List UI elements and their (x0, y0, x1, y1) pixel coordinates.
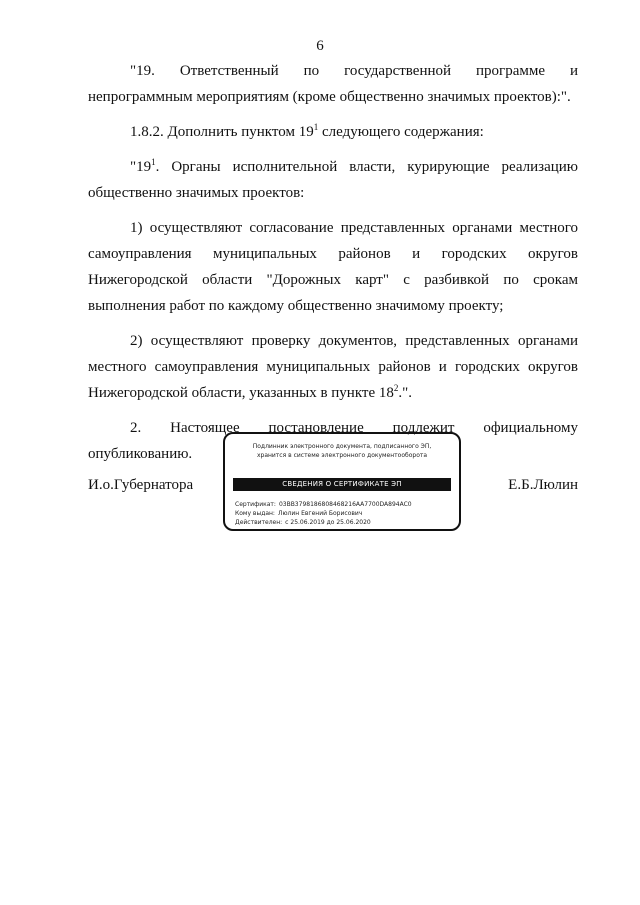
stamp-valid-line (235, 518, 451, 527)
list-item-1: 1) осуществляют согласование представленных органами местного самоуправления муниципальных районов и городских округов Нижегородской области "Дорожных карт" с разбивкой по срокам выполнения работ по каждому общественно значимому проекту; (88, 220, 578, 314)
stamp-note-line: Подлинник электронного документа, подписанного ЭП, (252, 443, 432, 450)
stamp-note-line: хранится в системе электронного документооборота (256, 452, 428, 459)
stamp-label: Сертификат: (235, 501, 276, 508)
page-number: 6 (316, 38, 324, 54)
list-item-2-text: 2) осуществляют проверку документов, представленных органами местного самоуправления муниципальных районов и городских округов Нижегородской области, указанных в пункте 18 (88, 333, 578, 401)
stamp-certificate-line (235, 500, 451, 509)
signer-name: Е.Б.Люлин (508, 477, 578, 493)
signer-title: И.о.Губернатора (88, 477, 194, 493)
stamp-value: Люлин Евгений Борисович (277, 510, 363, 517)
stamp-value: 03BB3798186808468216AA7700DA894AC0 (278, 501, 412, 508)
stamp-label: Кому выдан: (235, 510, 275, 517)
paragraph-1-8-2 (88, 119, 578, 145)
list-item-2 (88, 328, 578, 406)
superscript-1: 1 (313, 122, 319, 132)
list-item-2-tail: .". (398, 385, 413, 401)
document-body (88, 58, 578, 476)
stamp-header: СВЕДЕНИЯ О СЕРТИФИКАТЕ ЭП (233, 478, 451, 491)
paragraph-item-19: "19. Ответственный по государственной программе и непрограммным мероприятиям (кроме общественно значимых проектов):". (88, 63, 578, 105)
paragraph-1-8-2-tail: следующего содержания: (318, 124, 484, 140)
superscript-2: 2 (393, 383, 399, 393)
stamp-value: с 25.06.2019 до 25.06.2020 (285, 519, 371, 526)
paragraph-1-8-2-text: 1.8.2. Дополнить пунктом 19 (130, 124, 314, 140)
stamp-label: Действителен: (235, 519, 283, 526)
stamp-issued-line (235, 509, 451, 518)
paragraph-publication: 2. Настоящее постановление подлежит официальному опубликованию. (88, 420, 578, 462)
e-signature-stamp (223, 432, 461, 531)
paragraph-19-1-start: "19 (130, 159, 152, 175)
superscript-1: 1 (151, 157, 156, 167)
paragraph-item-19-1 (88, 154, 578, 206)
signature-block (88, 432, 578, 538)
stamp-note (225, 442, 459, 460)
paragraph-19-1-text: . Органы исполнительной власти, курирующие реализацию общественно значимых проектов: (88, 159, 578, 201)
stamp-details (235, 500, 451, 527)
